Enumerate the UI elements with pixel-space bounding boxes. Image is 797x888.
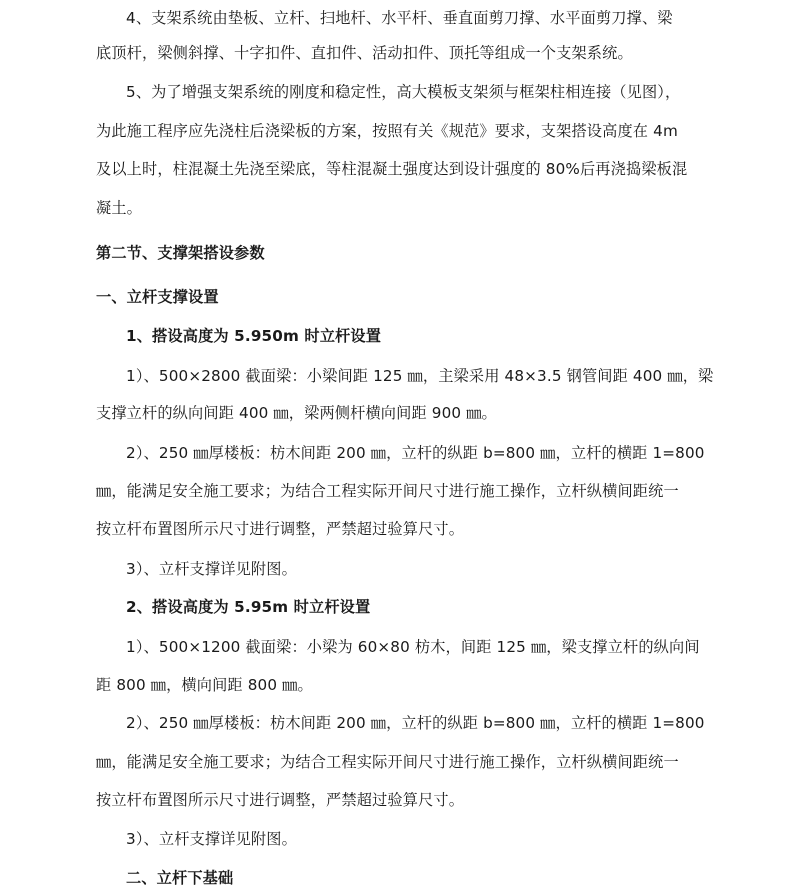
paragraph-line: 3）、立杆支撑详见附图。	[126, 830, 297, 848]
item-heading: 1、搭设高度为 5.950m 时立杆设置	[126, 327, 382, 345]
paragraph-line: ㎜，能满足安全施工要求；为结合工程实际开间尺寸进行施工操作，立杆纵横间距统一	[96, 753, 679, 771]
subsection-heading: 一、立杆支撑设置	[96, 288, 219, 306]
paragraph-line: 2）、250 ㎜厚楼板：枋木间距 200 ㎜，立杆的纵距 b=800 ㎜，立杆的横距 1=800	[126, 714, 705, 732]
paragraph-line: 按立杆布置图所示尺寸进行调整，严禁超过验算尺寸。	[96, 520, 465, 538]
paragraph-line: 5、为了增强支架系统的刚度和稳定性，高大模板支架须与框架柱相连接（见图），	[126, 83, 681, 101]
paragraph-line: 3）、立杆支撑详见附图。	[126, 560, 297, 578]
paragraph-line: 支撑立杆的纵向间距 400 ㎜，梁两侧杆横向间距 900 ㎜。	[96, 404, 497, 422]
paragraph-line: 1）、500×2800 截面梁：小梁间距 125 ㎜，主梁采用 48×3.5 钢管间距 400 ㎜，梁	[126, 367, 714, 385]
subsection-heading: 二、立杆下基础	[126, 869, 234, 887]
paragraph-line: 1）、500×1200 截面梁：小梁为 60×80 枋木，间距 125 ㎜，梁支撑立杆的纵向间	[126, 638, 700, 656]
paragraph-line: 及以上时，柱混凝土先浇至梁底，等柱混凝土强度达到设计强度的 80%后再浇捣梁板混	[96, 160, 688, 178]
paragraph-line: 2）、250 ㎜厚楼板：枋木间距 200 ㎜，立杆的纵距 b=800 ㎜，立杆的横距 1=800	[126, 444, 705, 462]
paragraph-line: 4、支架系统由垫板、立杆、扫地杆、水平杆、垂直面剪刀撑、水平面剪刀撑、梁	[126, 9, 673, 27]
paragraph-line: 按立杆布置图所示尺寸进行调整，严禁超过验算尺寸。	[96, 791, 465, 809]
paragraph-line: 距 800 ㎜，横向间距 800 ㎜。	[96, 676, 313, 694]
paragraph-line: 凝土。	[96, 199, 143, 217]
paragraph-line: 为此施工程序应先浇柱后浇梁板的方案，按照有关《规范》要求，支架搭设高度在 4m	[96, 122, 678, 140]
paragraph-line: ㎜，能满足安全施工要求；为结合工程实际开间尺寸进行施工操作，立杆纵横间距统一	[96, 482, 679, 500]
paragraph-line: 底顶杆，梁侧斜撑、十字扣件、直扣件、活动扣件、顶托等组成一个支架系统。	[96, 44, 633, 62]
item-heading: 2、搭设高度为 5.95m 时立杆设置	[126, 598, 371, 616]
section-heading: 第二节、支撑架搭设参数	[96, 244, 265, 262]
